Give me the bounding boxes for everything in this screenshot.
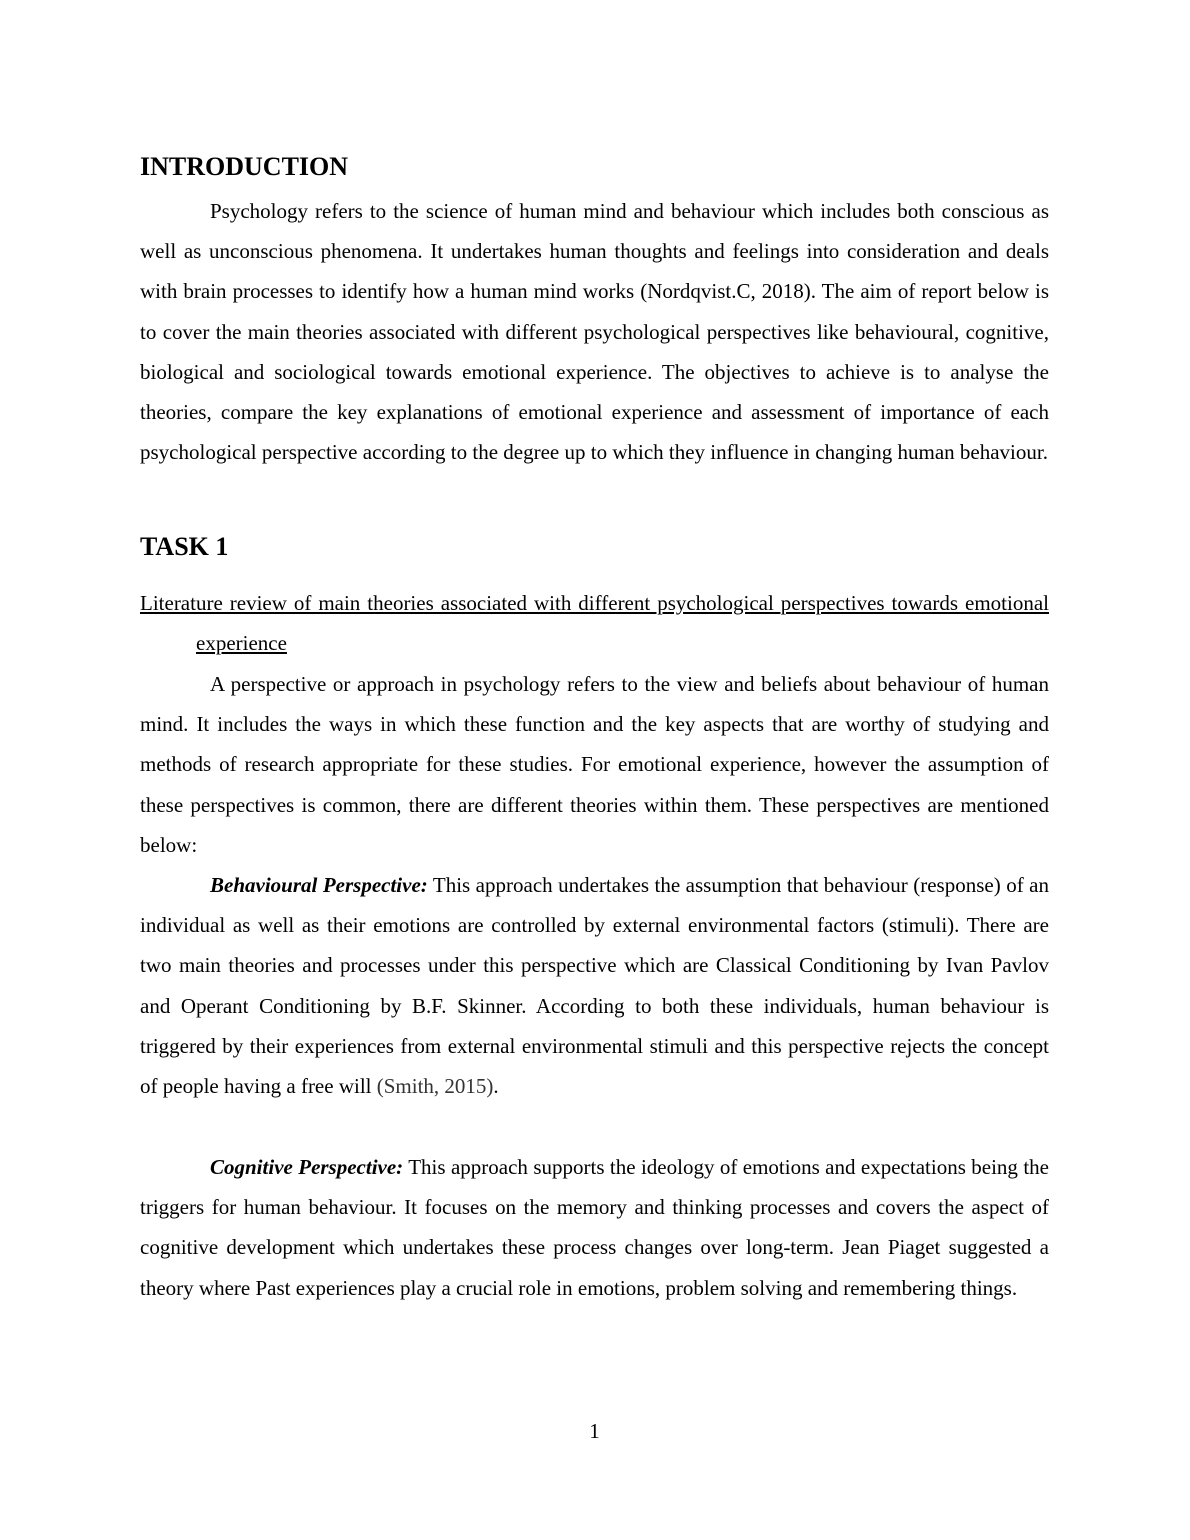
behavioural-end: .	[493, 1074, 499, 1099]
cognitive-perspective-label: Cognitive Perspective:	[210, 1155, 404, 1179]
task1-subheading: Literature review of main theories associated with different psychological perspectives towards emotional experience	[140, 591, 1049, 656]
introduction-paragraph: Psychology refers to the science of human mind and behaviour which includes both conscious as well as unconscious phenomena. It undertakes human thoughts and feelings into consideration and deals with brain processes to identify how a human mind works (Nordqvist.C, 2018). The aim of report below is to cover the main theories associated with different psychological perspectives like behavioural, cognitive, biological and sociological towards emotional experience. The objectives to achieve is to analyse the theories, compare the key explanations of emotional experience and assessment of importance of each psychological perspective according to the degree up to which they influence in changing human behaviour.	[140, 199, 1049, 465]
cognitive-perspective-text: This approach supports the ideology of emotions and expectations being the triggers for human behaviour. It focuses on the memory and thinking processes and covers the aspect of cognitive development which undertakes these process changes over long-term. Jean Piaget suggested a theory where Past experiences play a crucial role in emotions, problem solving and remembering things.	[140, 1155, 1049, 1300]
cognitive-perspective-paragraph	[140, 1147, 1049, 1308]
task1-heading: TASK 1	[140, 532, 229, 561]
behavioural-citation: (Smith, 2015)	[376, 1074, 494, 1099]
task1-intro-paragraph: A perspective or approach in psychology refers to the view and beliefs about behaviour of human mind. It includes the ways in which these function and the key aspects that are worthy of studying and methods of research appropriate for these studies. For emotional experience, however the assumption of these perspectives is common, there are different theories within them. These perspectives are mentioned below:	[140, 672, 1049, 857]
behavioural-perspective-label: Behavioural Perspective:	[210, 873, 428, 897]
behavioural-perspective-paragraph	[140, 865, 1049, 1106]
document-page	[140, 0, 1049, 1540]
behavioural-perspective-text: This approach undertakes the assumption that behaviour (response) of an individual as well as their emotions are controlled by external environmental factors (stimuli). There are two main theories and processes under this perspective which are Classical Conditioning by Ivan Pavlov and Operant Conditioning by B.F. Skinner. According to both these individuals, human behaviour is triggered by their experiences from external environmental stimuli and this perspective rejects the concept of people having a free will	[140, 873, 1049, 1099]
page-number: 1	[589, 1419, 600, 1443]
introduction-heading: INTRODUCTION	[140, 152, 349, 181]
